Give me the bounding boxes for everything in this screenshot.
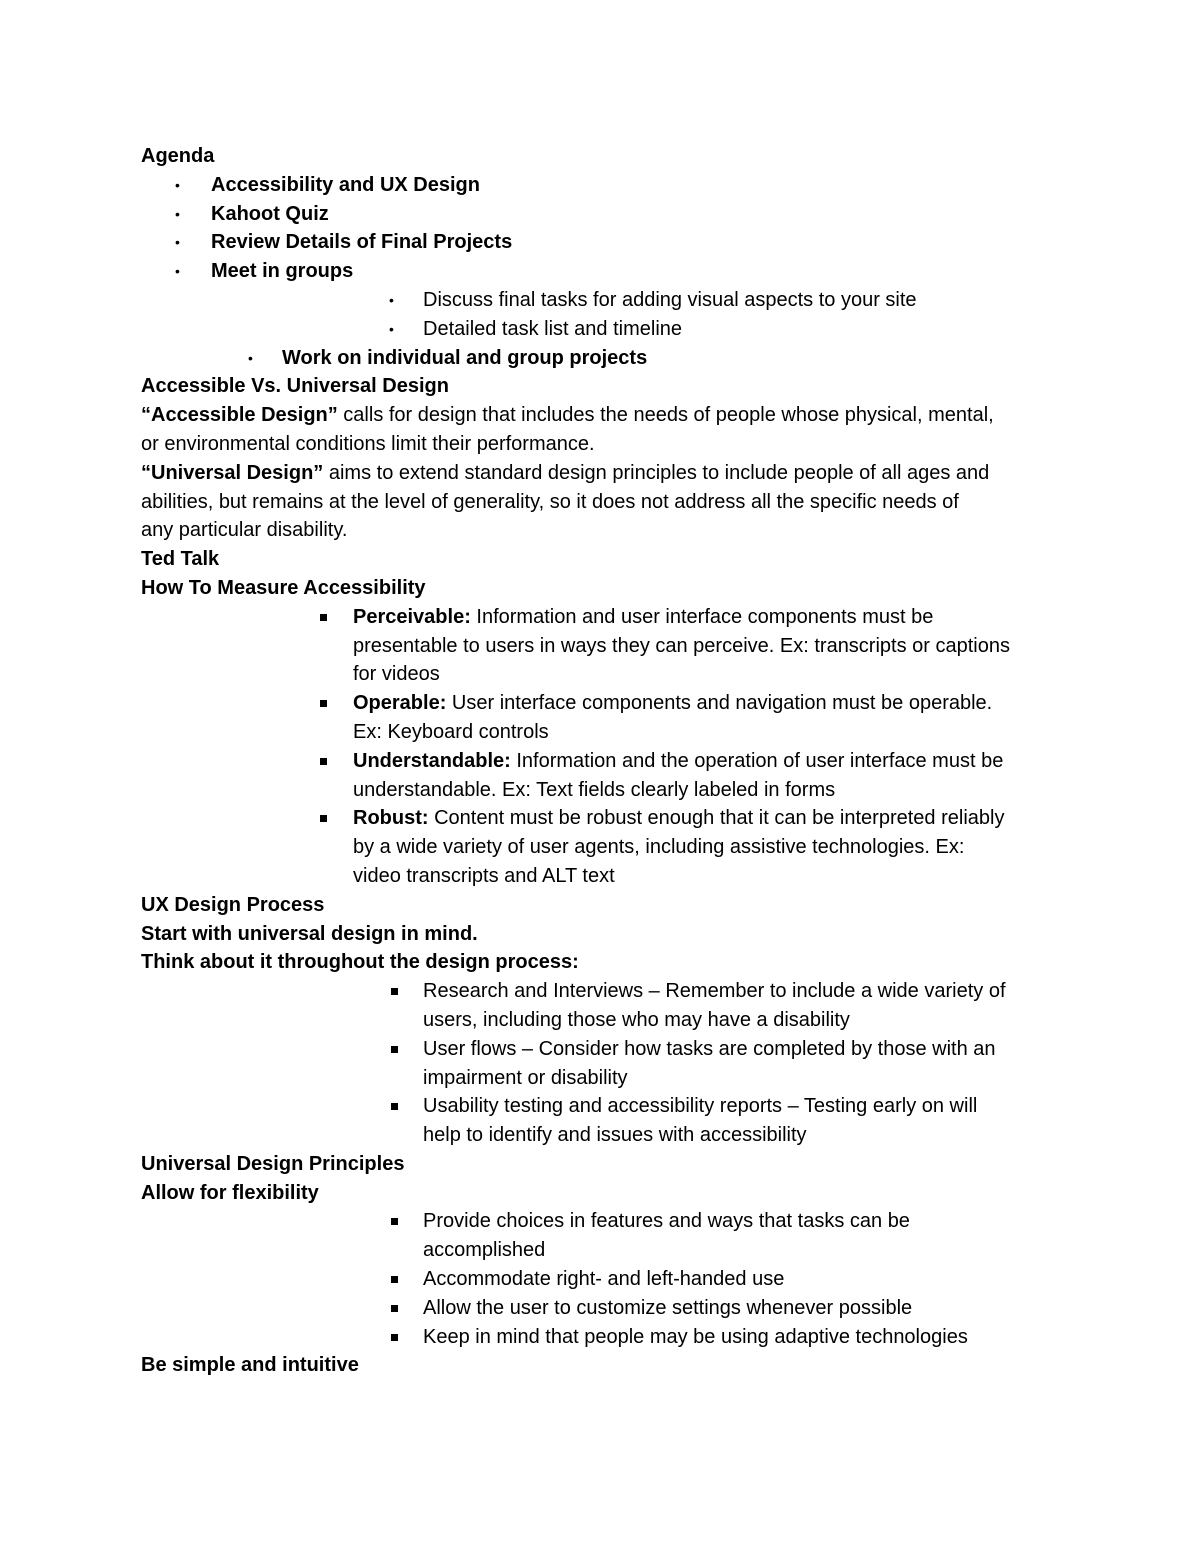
paragraph-text: aims to extend standard design principles to include people of all ages and — [323, 461, 990, 484]
process-text: Usability testing and accessibility reports – Testing early on will — [423, 1095, 978, 1118]
document-body — [141, 142, 1071, 1380]
criteria-item — [141, 804, 1071, 890]
square-bullet-icon — [391, 1334, 398, 1341]
criteria-term: Robust: — [353, 807, 429, 830]
process-text: impairment or disability — [423, 1066, 628, 1089]
section-heading: Ted Talk — [141, 548, 220, 571]
criteria-text: Information and user interface components must be — [470, 605, 934, 628]
square-bullet-icon — [391, 1218, 398, 1225]
criteria-text: Information and the operation of user interface must be — [510, 749, 1004, 772]
square-bullet-icon — [320, 815, 327, 822]
principle-text: Allow the user to customize settings whenever possible — [423, 1296, 913, 1319]
paragraph-line: abilities, but remains at the level of generality, so it does not address all the specific needs of — [141, 490, 959, 513]
principle-item — [141, 1265, 1071, 1294]
principle-item — [141, 1294, 1071, 1323]
process-text: User flows – Consider how tasks are completed by those with an — [423, 1037, 996, 1060]
agenda-item — [141, 344, 1071, 373]
process-item — [141, 1035, 1071, 1093]
section-subheading: Start with universal design in mind. — [141, 922, 478, 945]
square-bullet-icon — [391, 1046, 398, 1053]
paragraph-line — [141, 459, 1071, 488]
agenda-sub-item-text: Discuss final tasks for adding visual aspects to your site — [423, 288, 917, 311]
section-heading: Accessible Vs. Universal Design — [141, 375, 449, 398]
square-bullet-icon — [391, 1305, 398, 1312]
principle-text: Accommodate right- and left-handed use — [423, 1268, 785, 1291]
criteria-text: presentable to users in ways they can perceive. Ex: transcripts or captions — [353, 634, 1010, 657]
criteria-term: Perceivable: — [353, 605, 471, 628]
principle-text: accomplished — [423, 1239, 546, 1262]
section-heading: How To Measure Accessibility — [141, 576, 426, 599]
bullet-icon: • — [175, 263, 180, 280]
process-item — [141, 1092, 1071, 1150]
agenda-item — [141, 200, 1071, 229]
process-text: users, including those who may have a disability — [423, 1008, 850, 1031]
section-heading: Universal Design Principles — [141, 1152, 405, 1175]
agenda-item — [141, 228, 1071, 257]
square-bullet-icon — [320, 700, 327, 707]
square-bullet-icon — [391, 988, 398, 995]
principle-text: Keep in mind that people may be using adaptive technologies — [423, 1325, 968, 1348]
bullet-icon: • — [175, 176, 180, 193]
principle-item — [141, 1207, 1071, 1265]
defined-term: “Accessible Design” — [141, 404, 338, 427]
criteria-term: Understandable: — [353, 749, 511, 772]
agenda-item — [141, 257, 1071, 286]
criteria-text: User interface components and navigation must be operable. — [446, 692, 993, 715]
section-subheading: Allow for flexibility — [141, 1181, 319, 1204]
principle-item — [141, 1323, 1071, 1352]
criteria-text: video transcripts and ALT text — [353, 864, 615, 887]
criteria-text: for videos — [353, 663, 440, 686]
agenda-sub-item — [141, 315, 1071, 344]
square-bullet-icon — [320, 758, 327, 765]
criteria-text: Ex: Keyboard controls — [353, 720, 549, 743]
process-item — [141, 977, 1071, 1035]
bullet-icon: • — [389, 320, 394, 337]
criteria-item — [141, 603, 1071, 689]
paragraph-line: any particular disability. — [141, 519, 348, 542]
square-bullet-icon — [391, 1276, 398, 1283]
process-text: Research and Interviews – Remember to include a wide variety of — [423, 980, 1006, 1003]
agenda-sub-item — [141, 286, 1071, 315]
section-heading: UX Design Process — [141, 893, 325, 916]
agenda-item-text: Kahoot Quiz — [211, 202, 329, 225]
criteria-item — [141, 689, 1071, 747]
agenda-item — [141, 171, 1071, 200]
paragraph-text: calls for design that includes the needs of people whose physical, mental, — [337, 404, 994, 427]
criteria-text: understandable. Ex: Text fields clearly labeled in forms — [353, 778, 836, 801]
criteria-text: by a wide variety of user agents, including assistive technologies. Ex: — [353, 836, 965, 859]
square-bullet-icon — [320, 614, 327, 621]
section-subheading: Be simple and intuitive — [141, 1354, 359, 1377]
principle-text: Provide choices in features and ways that tasks can be — [423, 1210, 910, 1233]
bullet-icon: • — [175, 234, 180, 251]
bullet-icon: • — [175, 205, 180, 222]
process-text: help to identify and issues with accessibility — [423, 1124, 807, 1147]
section-subheading: Think about it throughout the design process: — [141, 951, 579, 974]
agenda-item-text: Work on individual and group projects — [282, 346, 648, 369]
defined-term: “Universal Design” — [141, 461, 324, 484]
criteria-term: Operable: — [353, 692, 447, 715]
square-bullet-icon — [391, 1103, 398, 1110]
bullet-icon: • — [248, 349, 253, 366]
agenda-item-text: Meet in groups — [211, 260, 354, 283]
agenda-sub-item-text: Detailed task list and timeline — [423, 317, 683, 340]
agenda-item-text: Accessibility and UX Design — [211, 173, 480, 196]
agenda-item-text: Review Details of Final Projects — [211, 231, 513, 254]
paragraph-line — [141, 401, 1071, 430]
criteria-text: Content must be robust enough that it can be interpreted reliably — [428, 807, 1005, 830]
agenda-heading: Agenda — [141, 145, 215, 167]
criteria-item — [141, 747, 1071, 805]
paragraph-line: or environmental conditions limit their performance. — [141, 432, 595, 455]
bullet-icon: • — [389, 291, 394, 308]
